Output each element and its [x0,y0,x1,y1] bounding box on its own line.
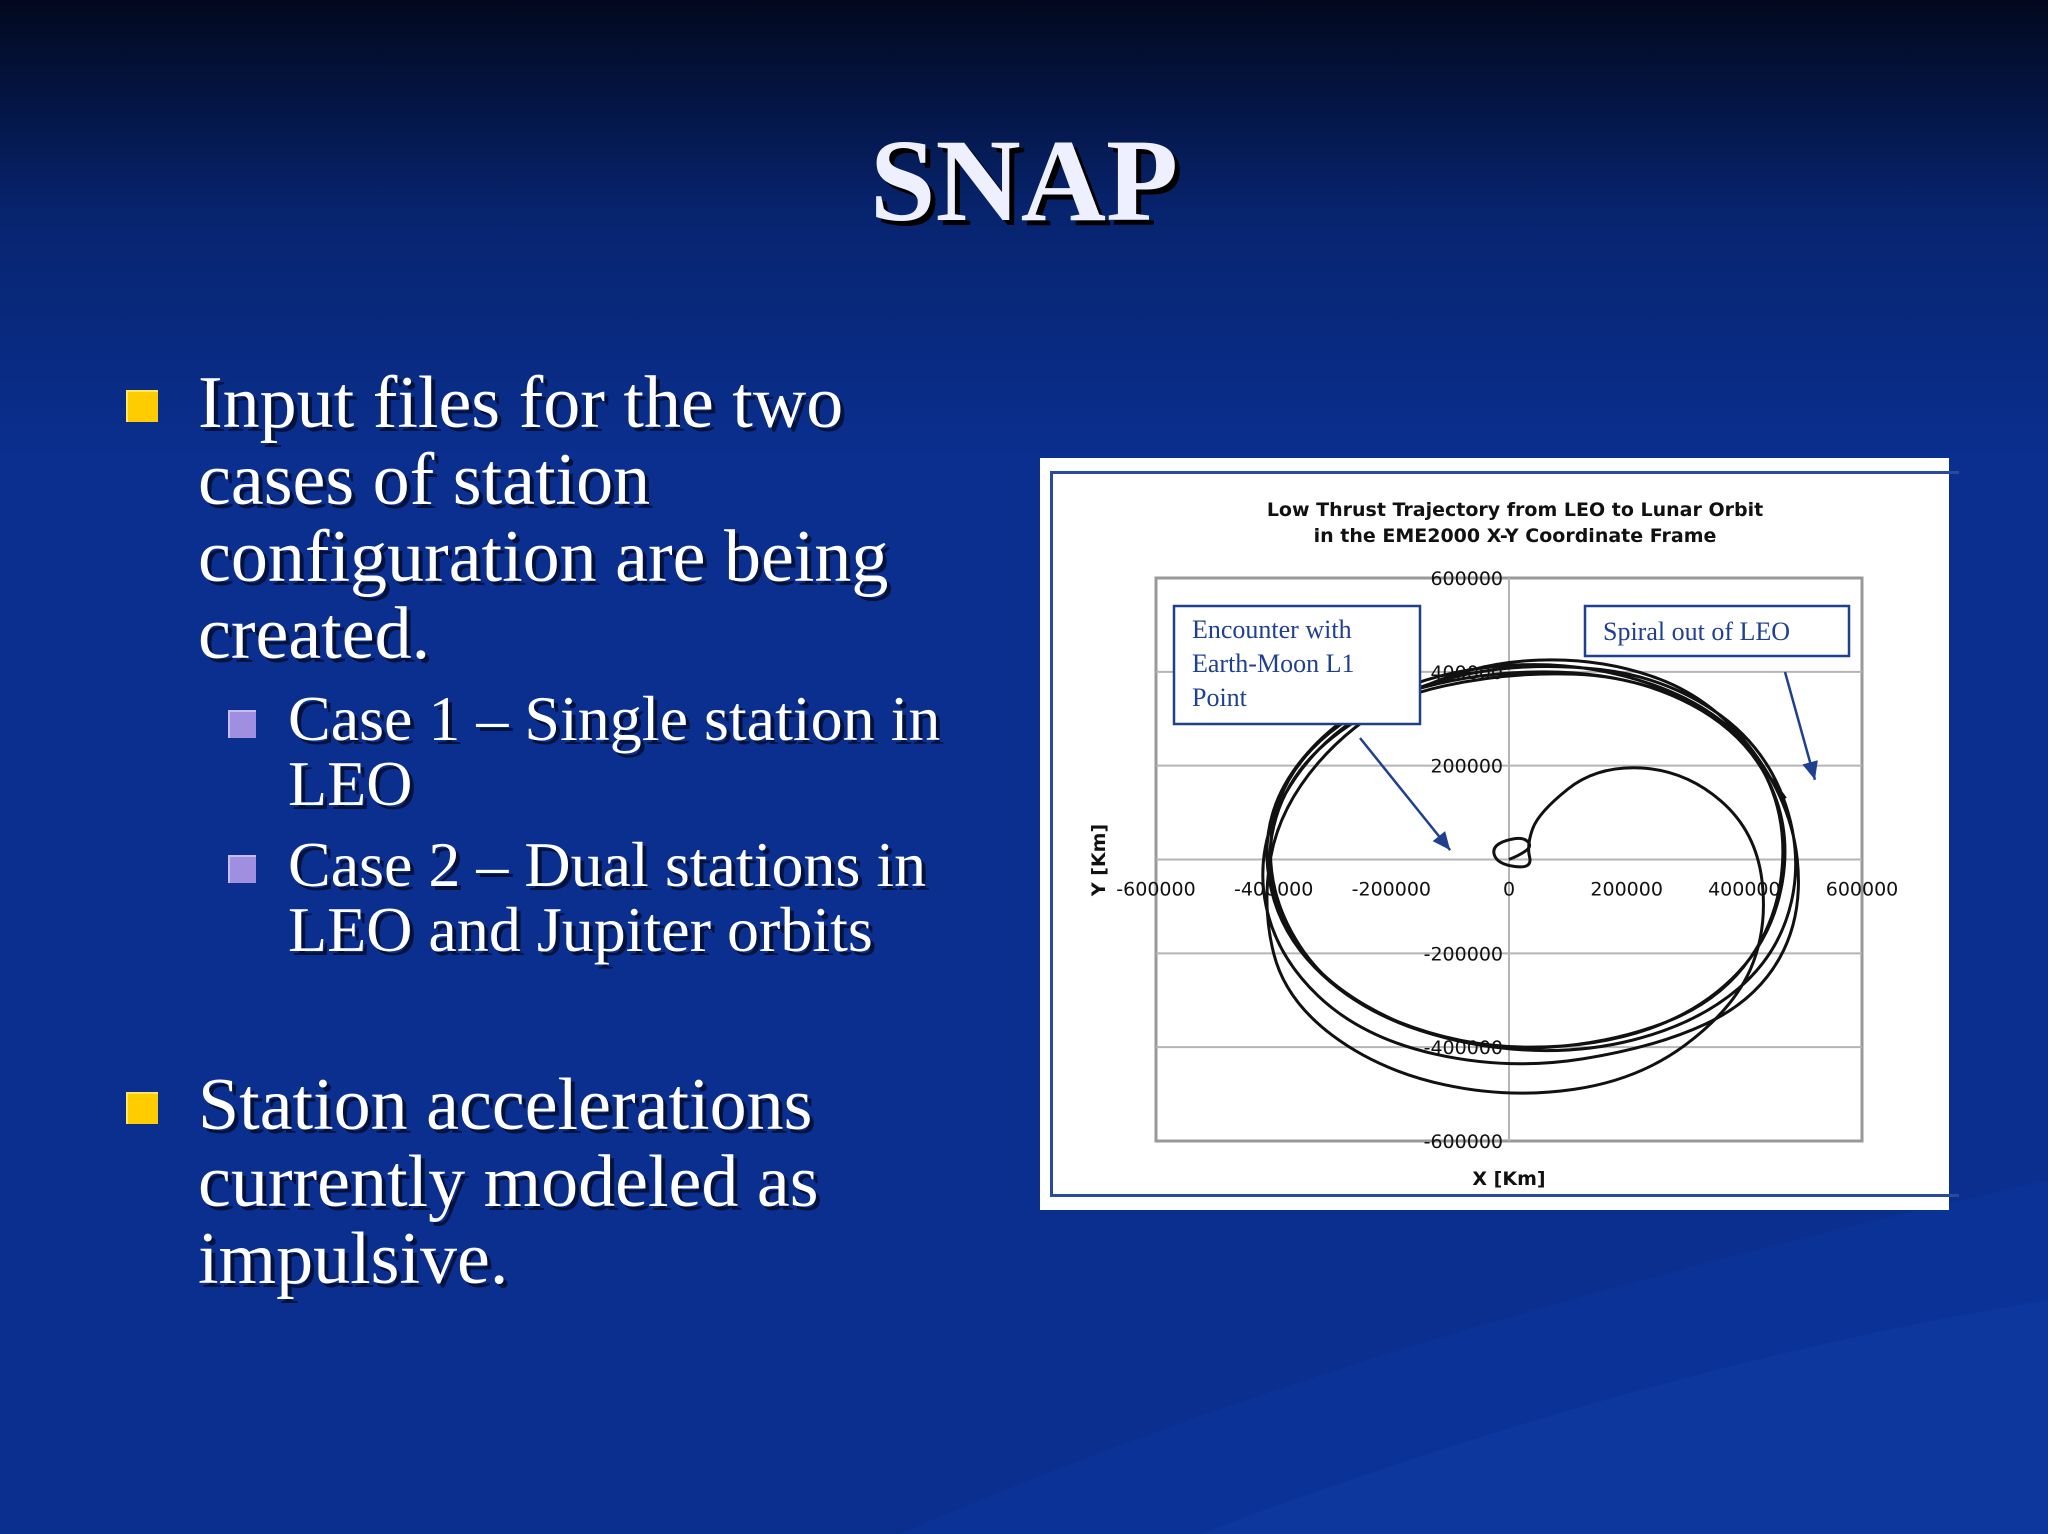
y-tick-label: 400000 [1430,661,1503,684]
sub-bullet-1-text [288,683,941,819]
bullet-marker-1 [126,390,158,422]
y-axis-label: Y [Km] [1088,823,1110,897]
y-tick-label: -600000 [1423,1131,1503,1153]
slide-title: SNAP [869,115,1179,246]
sub-bullet-2-line-1: Case 2 – Dual stations in [288,829,927,900]
bullet-marker-2 [126,1092,158,1124]
annotation-spiral-text: Spiral out of LEO [1603,617,1791,646]
x-tick-label: 600000 [1825,878,1899,901]
y-tick-label: -200000 [1423,943,1503,966]
chart-title-line-2: in the EME2000 X-Y Coordinate Frame [1313,525,1717,547]
y-tick-label: 600000 [1430,568,1503,590]
chart-title-line-1: Low Thrust Trajectory from LEO to Lunar Orbit [1266,499,1764,521]
x-tick-label: -600000 [1116,878,1196,901]
sub-bullet-marker-1 [228,710,256,738]
bullet-2-line-1: Station accelerations [198,1064,813,1146]
x-axis-label: X [Km] [1472,1168,1546,1190]
sub-bullet-1-line-2: LEO [288,748,413,819]
bullet-1-line-2: cases of station [198,439,651,521]
sub-bullet-marker-2 [228,855,256,883]
sub-bullet-2-line-2: LEO and Jupiter orbits [288,894,873,965]
bullet-2-text [198,1064,819,1300]
annotation-encounter-line-1: Encounter with [1192,615,1352,644]
trajectory-chart [1040,458,1949,1210]
bullet-2-line-2: currently modeled as [198,1141,819,1223]
bullet-1-line-1: Input files for the two [198,362,844,444]
y-tick-label: -400000 [1423,1037,1503,1060]
y-tick-label: 200000 [1430,755,1503,778]
bullet-1-line-3: configuration are being [198,516,889,598]
bullet-1-line-4: created. [198,593,431,675]
annotation-encounter-line-3: Point [1192,683,1247,712]
bullet-2-line-3: impulsive. [198,1218,509,1300]
x-tick-label: -200000 [1351,878,1432,901]
x-tick-label: 200000 [1590,878,1663,901]
sub-bullet-2-text [288,829,927,965]
x-tick-label: -400000 [1233,878,1314,901]
sub-bullet-1-line-1: Case 1 – Single station in [288,683,941,754]
x-tick-label: 0 [1502,878,1516,901]
x-tick-label: 400000 [1708,878,1781,901]
annotation-encounter-line-2: Earth-Moon L1 [1192,649,1355,678]
bullet-1-text [198,362,889,675]
trajectory-figure [1040,458,1949,1210]
